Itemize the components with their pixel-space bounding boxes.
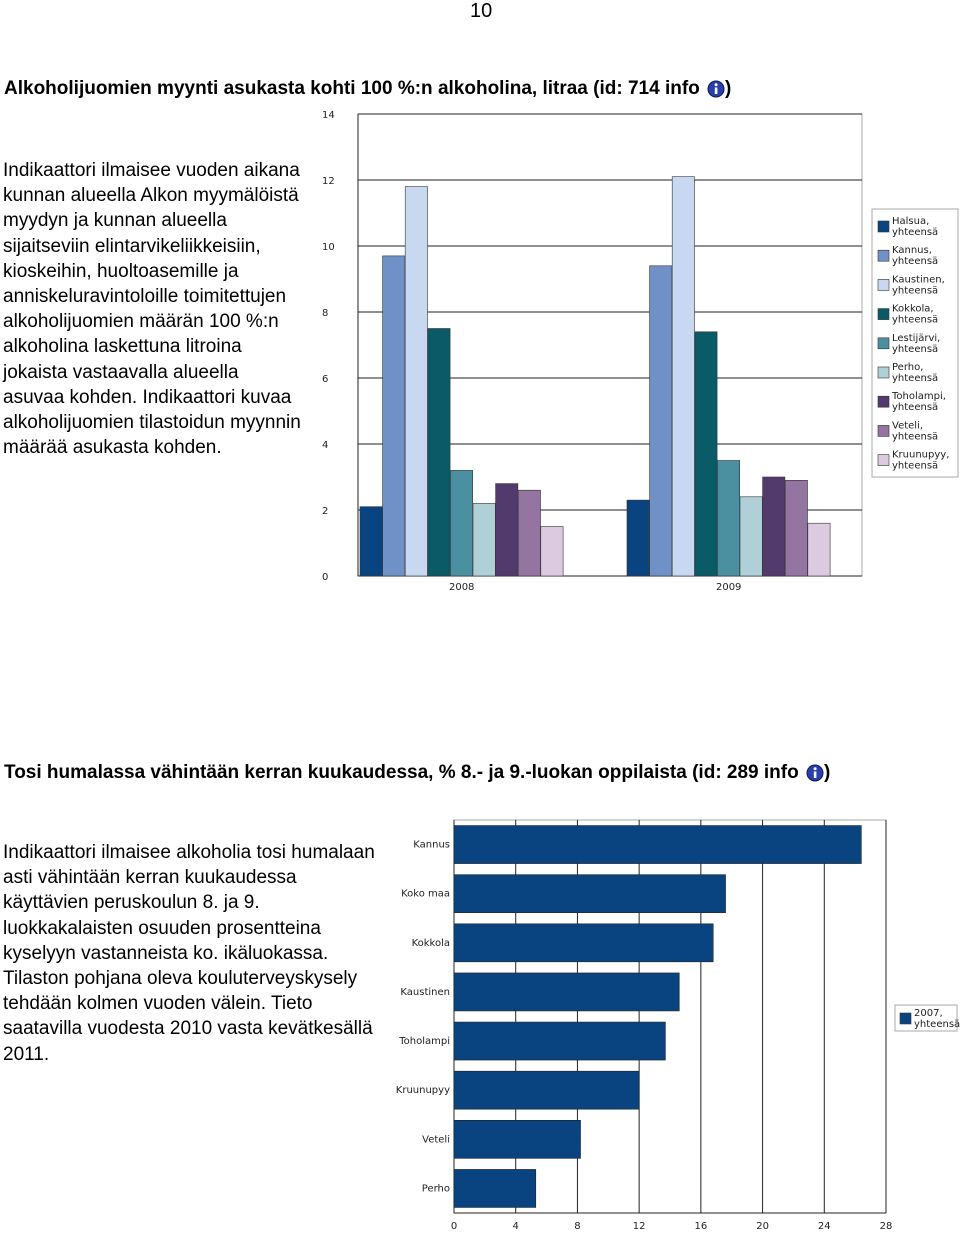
bar xyxy=(695,332,717,576)
x-tick-label: 28 xyxy=(879,1221,893,1232)
category-label: Perho xyxy=(421,1183,450,1195)
legend-swatch xyxy=(878,338,889,349)
legend-label: yhteensä xyxy=(892,343,939,355)
bar xyxy=(454,1022,665,1060)
x-tick-label: 0 xyxy=(450,1221,458,1232)
legend-swatch xyxy=(878,279,889,290)
bar xyxy=(740,497,762,576)
category-label: Kruunupyy xyxy=(395,1085,450,1097)
bar xyxy=(454,1120,581,1158)
binge-drinking-chart xyxy=(390,815,960,1233)
legend-swatch xyxy=(878,367,889,378)
legend-label: yhteensä xyxy=(892,460,939,472)
info-icon[interactable] xyxy=(806,764,824,782)
section-title-binge-drinking xyxy=(4,762,830,784)
legend-swatch xyxy=(878,309,889,320)
bar xyxy=(454,1071,639,1109)
legend-label: yhteensä xyxy=(892,227,939,238)
bar xyxy=(541,527,563,577)
bar xyxy=(473,503,495,576)
bar xyxy=(672,177,694,576)
y-tick-label: 4 xyxy=(322,440,329,451)
legend-label: yhteensä xyxy=(892,314,939,326)
bar xyxy=(454,924,713,962)
bar xyxy=(450,470,472,576)
info-icon[interactable] xyxy=(707,80,725,98)
bar xyxy=(360,507,382,576)
x-tick-label: 12 xyxy=(632,1221,646,1232)
bar xyxy=(454,973,679,1011)
x-tick-label: 8 xyxy=(574,1221,581,1232)
legend-label: Halsua, xyxy=(892,216,930,227)
alcohol-sales-chart xyxy=(300,104,960,600)
bar xyxy=(496,484,518,576)
x-tick-label: 16 xyxy=(694,1221,708,1232)
category-label: Toholampi xyxy=(399,1036,450,1048)
y-tick-label: 6 xyxy=(322,374,329,385)
bar xyxy=(785,480,807,576)
bar xyxy=(454,1169,536,1207)
legend xyxy=(872,209,958,477)
bar xyxy=(454,826,861,864)
legend-label: yhteensä xyxy=(914,1019,960,1030)
bar xyxy=(454,875,726,913)
legend-label: Toholampi, xyxy=(892,391,946,403)
x-tick-label: 2008 xyxy=(448,582,475,593)
category-label: Veteli xyxy=(422,1134,450,1146)
section-title-text: Tosi humalassa vähintään kerran kuukaudessa, % 8.- ja 9.-luokan oppilaista (id: 289 info xyxy=(4,762,799,783)
legend-label: yhteensä xyxy=(892,373,939,384)
section-title-close: ) xyxy=(824,762,831,783)
category-label: Kokkola xyxy=(411,937,450,949)
x-tick-label: 4 xyxy=(512,1221,519,1232)
bar xyxy=(717,461,739,577)
legend-label: yhteensä xyxy=(892,431,939,443)
category-label: Kaustinen xyxy=(400,986,450,998)
x-tick-label: 20 xyxy=(756,1221,769,1232)
legend-label: Kannus, xyxy=(892,245,932,257)
legend-label: 2007, xyxy=(914,1008,943,1019)
y-tick-label: 14 xyxy=(322,110,335,121)
legend-label: Veteli, xyxy=(892,420,924,432)
bar xyxy=(518,490,540,576)
legend-label: yhteensä xyxy=(892,285,939,297)
legend-swatch xyxy=(878,396,889,407)
legend-label: yhteensä xyxy=(892,256,939,268)
legend-label: Kokkola, xyxy=(892,303,934,315)
section-title-close: ) xyxy=(725,78,732,99)
legend-swatch xyxy=(900,1013,911,1024)
indicator-description: Indikaattori ilmaisee vuoden aikana kunnan alueella Alkon myymälöistä myydyn ja kunnan alueella sijaitseviin elintarvikeliikkeisiin, kioskeihin, huoltoasemille ja anniskeluravintoloille toimitettujen alkoholijuomien määrän 100 %:n alkoholina laskettuna litroina jokaista vastaavalla alueella asuvaa kohden. Indikaattori kuvaa alkoholijuomien tilastoidun myynnin määrää asukasta kohden. xyxy=(3,160,301,459)
bar xyxy=(405,187,427,576)
legend-swatch xyxy=(878,425,889,436)
section-title-alcohol-sales xyxy=(4,78,731,100)
legend-label: yhteensä xyxy=(892,402,939,414)
bar xyxy=(383,256,405,576)
bar xyxy=(763,477,785,576)
x-tick-label: 24 xyxy=(817,1221,831,1232)
y-tick-label: 2 xyxy=(322,506,329,517)
legend-swatch xyxy=(878,455,889,466)
bar xyxy=(808,523,830,576)
section-title-text: Alkoholijuomien myynti asukasta kohti 100 %:n alkoholina, litraa (id: 714 info xyxy=(4,78,700,99)
legend-swatch xyxy=(878,250,889,261)
legend-swatch xyxy=(878,221,889,232)
legend-label: Lestijärvi, xyxy=(892,332,941,344)
indicator-description: Indikaattori ilmaisee alkoholia tosi humalaan asti vähintään kerran kuukaudessa käyttävien peruskoulun 8. ja 9. luokkakalaisten osuuden prosentteina kyselyyn vastanneista ko. ikäluokassa. Tilaston pohjana oleva kouluterveyskysely tehdään kolmen vuoden välein. Tieto saatavilla vuodesta 2010 vasta kevätkesällä 2011. xyxy=(3,842,375,1065)
page-number: 10 xyxy=(470,0,493,22)
legend-label: Kruunupyy, xyxy=(892,449,950,461)
legend xyxy=(895,1005,960,1031)
category-label: Kannus xyxy=(413,839,450,851)
category-label: Koko maa xyxy=(401,888,450,900)
legend-label: Kaustinen, xyxy=(892,274,945,286)
y-tick-label: 0 xyxy=(322,572,329,583)
x-tick-label: 2009 xyxy=(715,582,742,593)
y-tick-label: 12 xyxy=(322,176,335,187)
bar xyxy=(428,329,450,577)
legend-label: Perho, xyxy=(892,362,924,373)
bar xyxy=(627,500,649,576)
bar xyxy=(650,266,672,576)
y-tick-label: 8 xyxy=(322,308,329,319)
y-tick-label: 10 xyxy=(322,242,335,253)
